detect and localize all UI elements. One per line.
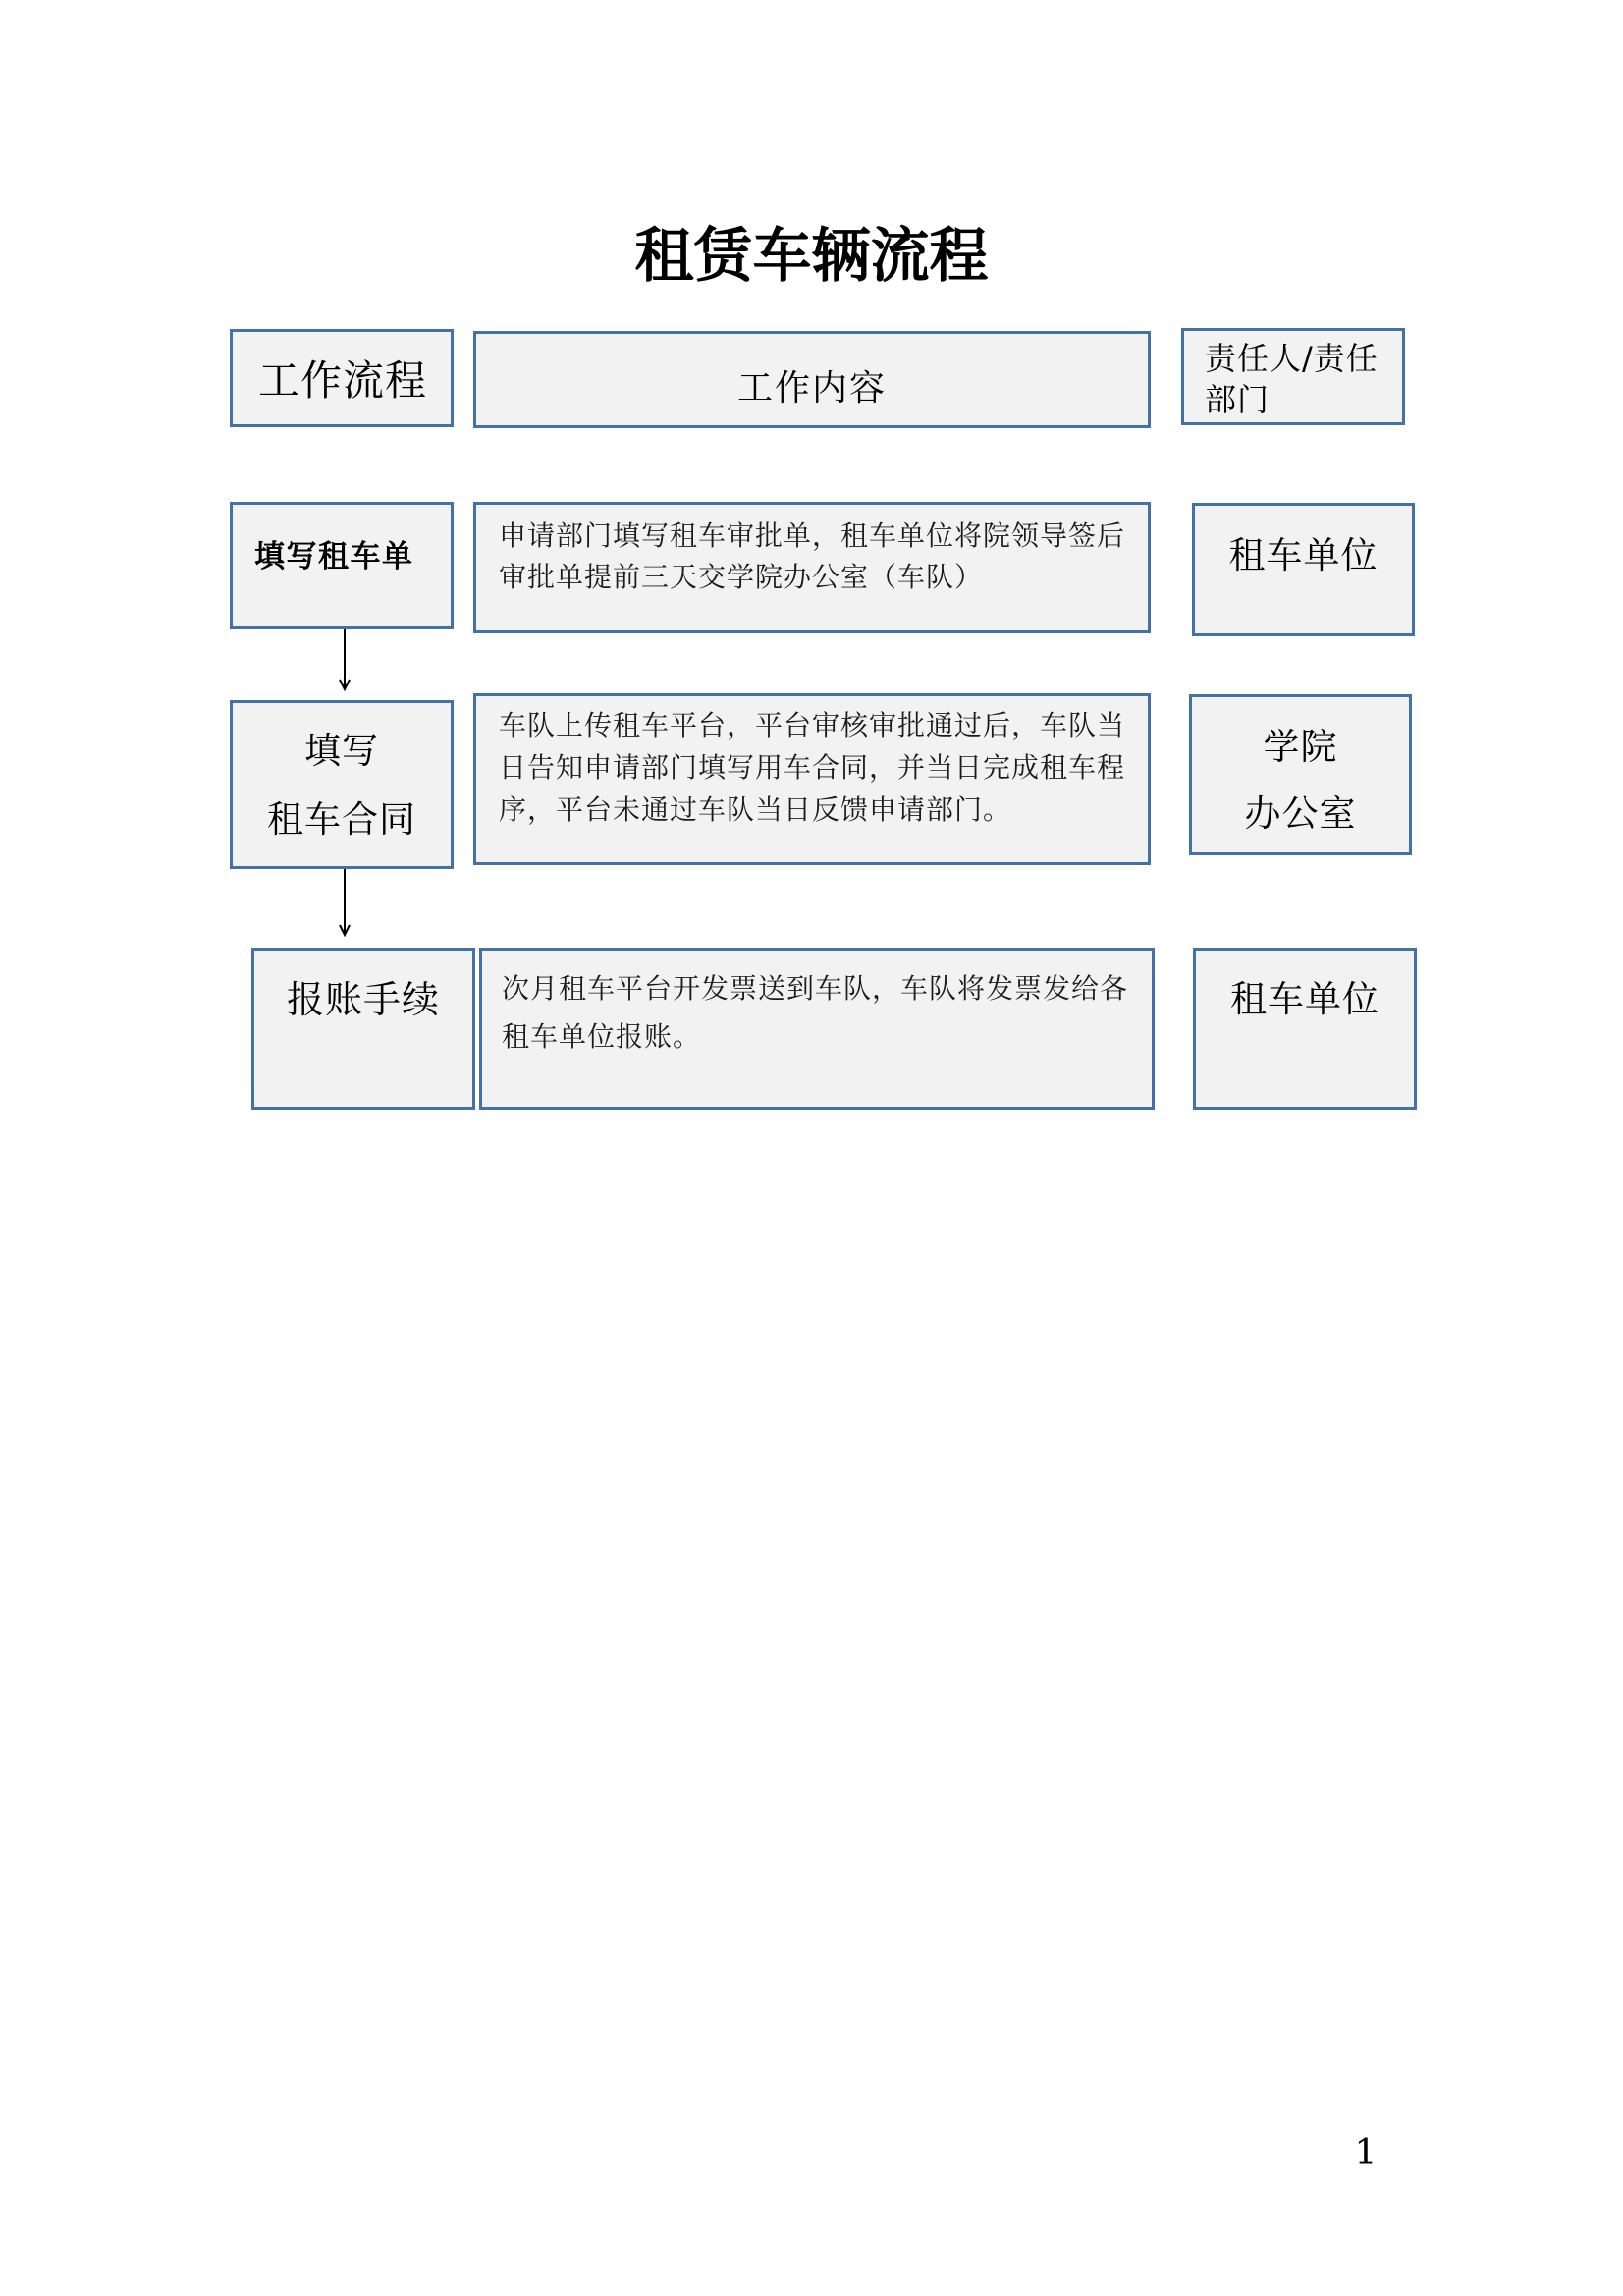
step-box-reimbursement: [251, 948, 475, 1110]
owner-label: 租车单位: [1230, 978, 1380, 1020]
flow-arrow-down-icon: [335, 869, 354, 936]
step-box-fill-rental-form: [230, 502, 454, 629]
content-box-reimbursement: [479, 948, 1155, 1110]
step-label-line: 填写: [304, 730, 379, 772]
step-label: 报账手续: [286, 978, 440, 1021]
flow-arrow-down-icon: [335, 629, 354, 690]
content-line: 审批单提前三天交学院办公室（车队）: [499, 561, 984, 593]
header-owner-box: [1181, 328, 1405, 425]
owner-label-line: 办公室: [1244, 793, 1357, 835]
owner-label: 租车单位: [1228, 534, 1379, 576]
page-number: 1: [1354, 2133, 1378, 2173]
owner-box-college-office: [1189, 694, 1412, 855]
owner-label-line: 学院: [1263, 726, 1338, 768]
header-process-label: 工作流程: [258, 356, 428, 405]
content-line: 日告知申请部门填写用车合同，并当日完成租车程: [499, 751, 1126, 784]
step-box-fill-rental-contract: [230, 700, 454, 869]
owner-box-rental-unit: [1192, 503, 1415, 636]
content-line: 次月租车平台开发票送到车队，车队将发票发给各: [502, 972, 1129, 1005]
owner-box-rental-unit: [1193, 948, 1417, 1110]
header-process-box: [230, 329, 454, 427]
content-line: 序，平台未通过车队当日反馈申请部门。: [499, 793, 1012, 826]
page-title: 租赁车辆流程: [634, 222, 989, 291]
content-box-fill-rental-contract: [473, 693, 1151, 865]
content-line: 租车单位报账。: [502, 1020, 702, 1053]
header-owner-label-line: 部门: [1205, 381, 1271, 418]
content-box-fill-rental-form: [473, 502, 1151, 633]
header-content-label: 工作内容: [736, 367, 887, 409]
header-owner-label-line: 责任人/责任: [1205, 340, 1379, 377]
content-line: 申请部门填写租车审批单，租车单位将院领导签后: [499, 519, 1126, 552]
header-content-box: [473, 331, 1151, 428]
content-line: 车队上传租车平台，平台审核审批通过后，车队当: [499, 709, 1126, 741]
step-label-line: 租车合同: [267, 798, 416, 841]
step-label: 填写租车单: [254, 539, 414, 574]
